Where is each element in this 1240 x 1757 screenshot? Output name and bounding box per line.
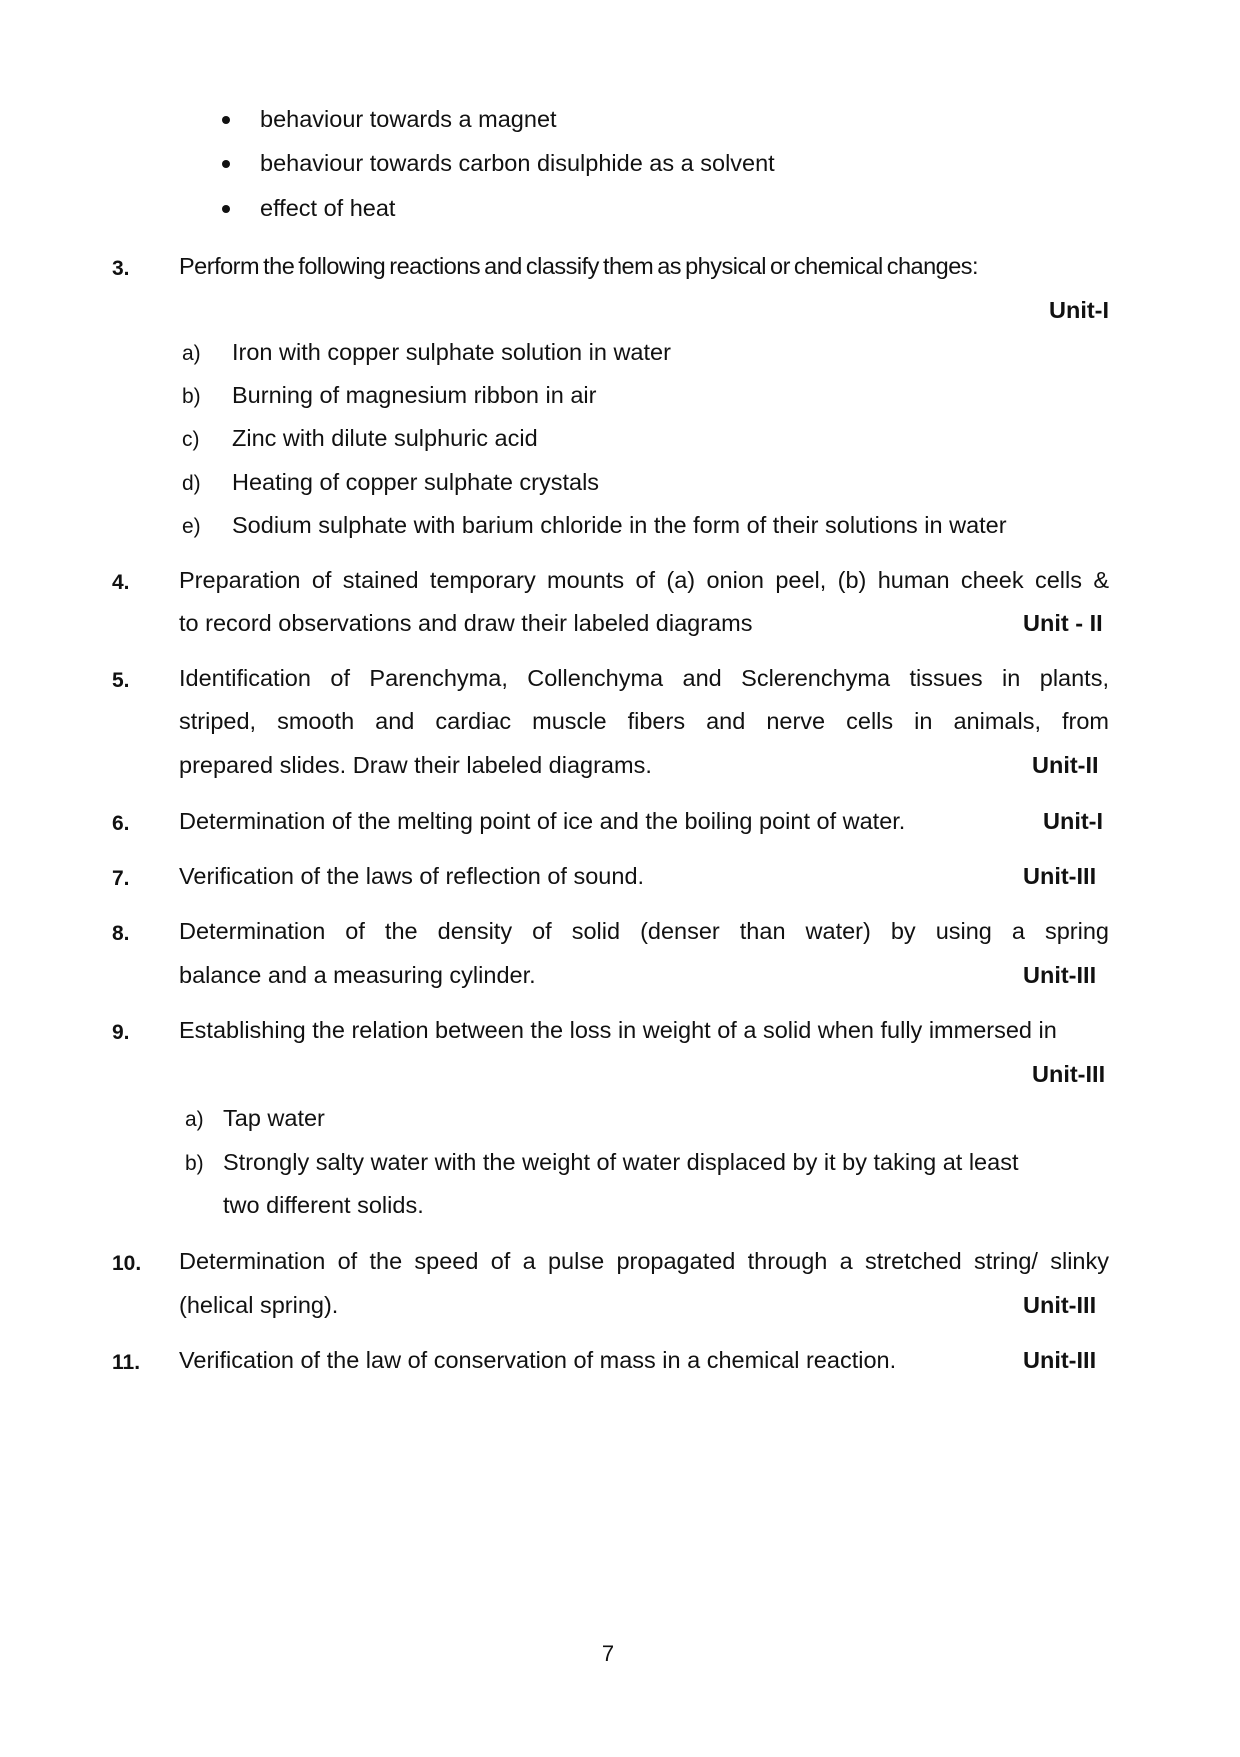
item-text: Verification of the laws of reflection of sound. <box>179 863 645 889</box>
item-text: Identification of Parenchyma, Collenchyma and Sclerenchyma tissues in plants, <box>179 665 1109 691</box>
sub-letter: a) <box>185 1108 204 1131</box>
item-text: balance and a measuring cylinder. <box>179 962 536 988</box>
item-text: to record observations and draw their labeled diagrams <box>179 610 753 636</box>
unit-label: Unit-III <box>1023 863 1097 889</box>
sub-text: Iron with copper sulphate solution in water <box>232 339 671 365</box>
item-number: 5. <box>112 669 130 692</box>
sub-text: Burning of magnesium ribbon in air <box>232 382 597 408</box>
unit-label: Unit-I <box>1043 808 1104 834</box>
item-text: Establishing the relation between the loss in weight of a solid when fully immersed in <box>179 1017 1057 1043</box>
item-text: Determination of the density of solid (denser than water) by using a spring <box>179 918 1109 944</box>
item-text: Preparation of stained temporary mounts of (a) onion peel, (b) human cheek cells & <box>179 567 1109 593</box>
unit-label: Unit-III <box>1023 1292 1097 1318</box>
unit-label: Unit-II <box>1032 752 1099 778</box>
item-text: prepared slides. Draw their labeled diagrams. <box>179 752 652 778</box>
item-number: 3. <box>112 257 130 280</box>
bullet-text: behaviour towards a magnet <box>260 106 557 132</box>
item-number: 11. <box>112 1351 141 1374</box>
bullet-icon <box>222 116 230 124</box>
unit-label: Unit-III <box>1032 1061 1106 1087</box>
item-text: striped, smooth and cardiac muscle fibers and nerve cells in animals, from <box>179 708 1109 734</box>
item-number: 10. <box>112 1252 142 1275</box>
item-text: Determination of the melting point of ice and the boiling point of water. <box>179 808 906 834</box>
bullet-icon <box>222 205 230 213</box>
bullet-text: behaviour towards carbon disulphide as a solvent <box>260 150 775 176</box>
item-number: 4. <box>112 571 130 594</box>
sub-text: Heating of copper sulphate crystals <box>232 469 600 495</box>
sub-letter: d) <box>182 472 201 495</box>
item-text: (helical spring). <box>179 1292 339 1318</box>
sub-letter: c) <box>182 428 200 451</box>
item-number: 8. <box>112 922 130 945</box>
sub-text: Tap water <box>223 1105 325 1131</box>
unit-label: Unit-III <box>1023 1347 1097 1373</box>
sub-text: two different solids. <box>223 1192 424 1218</box>
item-number: 7. <box>112 867 130 890</box>
sub-letter: e) <box>182 515 201 538</box>
item-text: Determination of the speed of a pulse propagated through a stretched string/ slinky <box>179 1248 1109 1274</box>
unit-label: Unit-I <box>1049 297 1110 323</box>
bullet-icon <box>222 160 230 168</box>
sub-text: Strongly salty water with the weight of water displaced by it by taking at least <box>223 1149 1019 1175</box>
item-text: Verification of the law of conservation of mass in a chemical reaction. <box>179 1347 897 1373</box>
sub-letter: b) <box>185 1152 204 1175</box>
item-number: 9. <box>112 1021 130 1044</box>
sub-letter: b) <box>182 385 201 408</box>
sub-text: Zinc with dilute sulphuric acid <box>232 425 538 451</box>
sub-text: Sodium sulphate with barium chloride in the form of their solutions in water <box>232 512 1007 538</box>
item-text: Perform the following reactions and classify them as physical or chemical changes: <box>179 253 979 279</box>
unit-label: Unit - II <box>1023 610 1103 636</box>
unit-label: Unit-III <box>1023 962 1097 988</box>
bullet-text: effect of heat <box>260 195 396 221</box>
sub-letter: a) <box>182 342 201 365</box>
page-number: 7 <box>601 1641 615 1666</box>
item-number: 6. <box>112 812 130 835</box>
